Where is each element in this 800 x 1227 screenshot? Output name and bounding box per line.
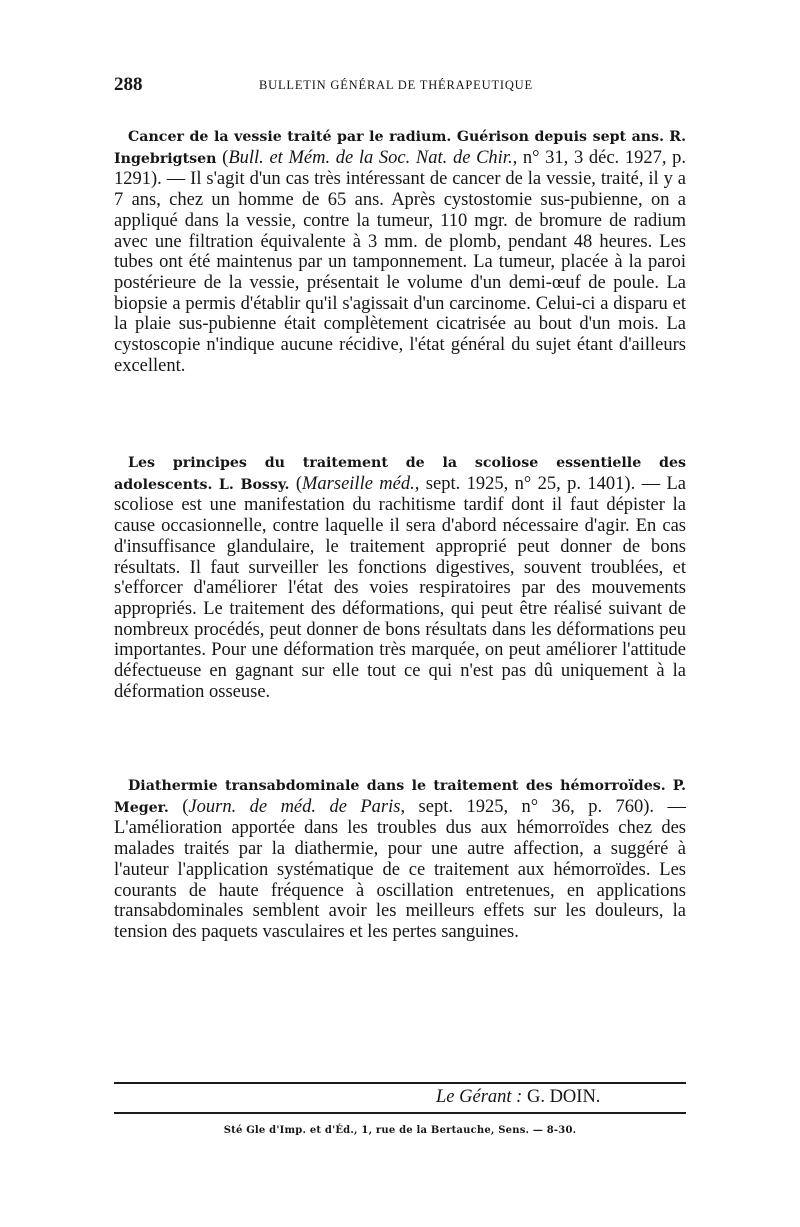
article-title: Diathermie transabdominale dans le traitement des hémorroïdes. (128, 778, 666, 794)
page-number: 288 (114, 74, 143, 95)
running-head (114, 74, 686, 98)
journal-title: BULLETIN GÉNÉRAL DE THÉRAPEUTIQUE (259, 78, 533, 92)
article-author: L. Bossy. (218, 476, 290, 493)
abstract-article (114, 452, 686, 702)
article-citation: , n° 31, 3 déc. 1927, p. 1291). (114, 147, 687, 190)
article-title: Cancer de la vessie traité par le radium. Guérison depuis sept ans. (128, 129, 665, 145)
footer-rule-top (114, 1082, 686, 1084)
citation-open: ( (295, 473, 303, 494)
article-citation: , sept. 1925, n° 25, p. 1401). (414, 473, 636, 494)
citation-open: ( (182, 796, 189, 817)
article-author: R. Ingebrigtsen (114, 129, 687, 167)
article-body: — La scoliose est une manifestation du rachitisme tardif dont il faut dépister la cause occasionnelle, contre laquelle il sera d'abord nécessaire d'agir. En cas d'insuffisance glandulaire, le traitement approprié peut donner de bons résultats. Il faut surveiller les fonctions digestives, souvent troublées, et s'efforcer d'améliorer l'état des voies respiratoires par des mouvements appropriés. Le traitement des déformations, qui peut être réalisé suivant de nombreux procédés, peut donner de bons résultats dans les déformations peu importantes. Pour une déformation très marquée, on peut améliorer l'attitude défectueuse en gagnant sur elle tout ce qui n'est pas dû uniquement à la déformation osseuse. (114, 473, 687, 702)
printer-imprint: Sté Gle d'Imp. et d'Éd., 1, rue de la Bertauche, Sens. — 8-30. (223, 1125, 577, 1136)
article-journal: Marseille méd. (302, 473, 415, 494)
article-journal: Journ. de méd. de Paris (188, 796, 401, 817)
article-title: Les principes du traitement de la scoliose essentielle des adolescents. (114, 455, 686, 493)
abstract-article (114, 775, 686, 943)
article-body: — Il s'agit d'un cas très intéressant de cancer de la vessie, traité, il y a 7 ans, chez un homme de 65 ans. Après cystostomie sus-pubienne, on a appliqué dans la vessie, contre la tumeur, 110 mgr. de bromure de radium avec une filtration équivalente à 3 mm. de plomb, pendant 48 heures. Les tubes ont été maintenus par un tamponnement. La tumeur, placée à la paroi postérieure de la vessie, présentait le volume d'un demi-œuf de poule. La biopsie a permis d'établir qu'il s'agissait d'un carcinome. Celui-ci a disparu et la plaie sus-pubienne était complètement cicatrisée au bout d'un mois. La cystoscopie n'indique aucune récidive, l'état général du sujet étant d'ailleurs excellent. (114, 169, 686, 376)
citation-open: ( (222, 147, 229, 168)
article-citation: , sept. 1925, n° 36, p. 760). (400, 796, 655, 817)
gerant-label: Le Gérant : (436, 1087, 523, 1107)
footer-rule-bottom (114, 1112, 686, 1114)
gerant-signature (436, 1087, 600, 1108)
abstract-article (114, 126, 686, 376)
article-journal: Bull. et Mém. de la Soc. Nat. de Chir. (228, 147, 513, 168)
article-author: P. Meger. (114, 778, 687, 816)
article-body: — L'amélioration apportée dans les troubles dus aux hémorroïdes chez des malades traités par la diathermie, pour une autre affection, a suggéré à l'auteur l'application systématique de ce traitement aux hémorroïdes. Les courants de haute fréquence à oscillation entretenues, en applications transabdominales semblent avoir les meilleurs effets sur les douleurs, la tension des paquets vasculaires et les pertes sanguines. (114, 796, 687, 942)
gerant-name: G. DOIN. (526, 1087, 601, 1107)
